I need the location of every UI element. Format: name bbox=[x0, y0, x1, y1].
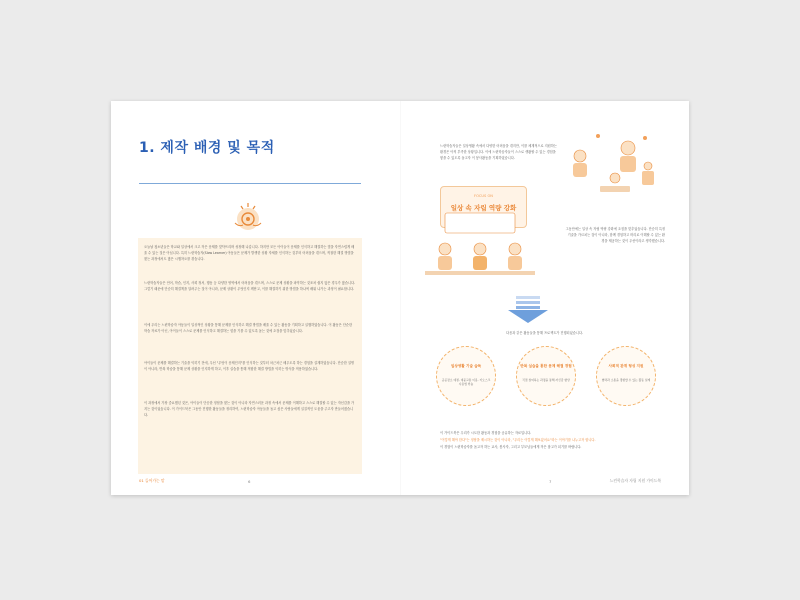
footer-book-title: 느린학습자 자립 지원 가이드북 bbox=[609, 478, 661, 483]
title-divider bbox=[139, 183, 361, 184]
paragraph-5: 이 과정에서 가장 중요했던 것은, 아이들이 단순한 정답을 찾는 것이 아니라 자연스러운 과정 속에서 문제를 이해하고 스스로 해결할 수 있는 자신감을 가지는 것이었습니다. 이 가이드북은 그동안 진행한 활동들을 정리하여, 느린학습자 아동들을 돕고 싶은 사람들에게 실질적인 도움을 주고자 만들어졌습니다. bbox=[144, 401, 355, 418]
circle-desc: 협력과 소통을 경험할 수 있는 활동 설계 bbox=[601, 378, 651, 382]
intro-text-box bbox=[138, 238, 362, 474]
left-page bbox=[111, 101, 400, 495]
circle-title: 사회적 관계 형성 지원 bbox=[608, 364, 644, 368]
activity-circle-1 bbox=[436, 346, 496, 406]
activity-circle-3 bbox=[596, 346, 656, 406]
book-spread bbox=[111, 101, 689, 495]
side-text: 그동안에는 일상 속 자립 역량 강화에 초점을 맞추었습니다. 단순히 특정 기술을 가르치는 것이 아니라, 함께 경험하고 머리로 이해할 수 있는 환경을 제공하는 것이 우선이라고 생각했습니다. bbox=[565, 227, 665, 243]
down-arrow-icon bbox=[506, 296, 550, 324]
closing-text-2: "이렇게 해야 한다"는 정답을 제시하는 것이 아니라, "우리는 이렇게 해보았어요"라는 이야기를 나누고자 합니다. bbox=[440, 438, 596, 442]
circle-desc: 공공장소 예절, 대중교통 이용, 키오스크 사용법 학습 bbox=[441, 378, 491, 387]
closing-text-3: 이 경험이 느린학습자를 돕고자 하는 교사, 봉사자, 그리고 부모님들에게 작은 참고가 되기를 바랍니다. bbox=[440, 445, 582, 449]
classroom-illustration bbox=[425, 209, 535, 277]
circle-desc: 직접 참여하는 과정을 통해 자신감 향상 bbox=[522, 378, 570, 382]
circle-title: 일상생활 기술 습득 bbox=[450, 364, 482, 368]
banner-title: 일상 속 자립 역량 강화 bbox=[450, 204, 517, 212]
banner-label: FOCUS ON bbox=[474, 194, 493, 198]
people-illustration bbox=[560, 126, 660, 204]
paragraph-2: 느린학습자들은 언어, 학습, 인지, 사회 정서, 행동 등 다양한 영역에서 어려움을 겪으며, 스스로 문제 상황을 파악하는 것조차 쉽지 않은 경우가 많습니다. 그렇기 때문에 단순히 해결책을 알려주는 것이 아니라, 문제 상황이 무엇인지 깨닫고, 이를 해결하기 위한 방법을 하나씩 배워 나가는 과정이 필요합니다. bbox=[144, 281, 356, 292]
footer-section: 01 들어가는 말 bbox=[139, 478, 165, 483]
middle-text: 다음과 같은 활동들을 통해 프로젝트가 진행되었습니다. bbox=[506, 331, 583, 335]
intro-text: 느린학습자들은 일상생활 속에서 다양한 어려움을 겪지만, 이를 체계적으로 지원하는 환경은 아직 부족한 상황입니다. 이에 느린학습자들이 스스로 생활할 수 있는 경험을 쌓을 수 있도록 돕고자 이 봉사활동을 기획하였습니다. bbox=[440, 144, 557, 160]
activity-circle-2 bbox=[516, 346, 576, 406]
closing-text-1: 이 가이드북은 우리가 시도한 활동과 경험을 공유하는 자료입니다. bbox=[440, 431, 532, 435]
paragraph-4: 아이들이 문제를 해결하는 기술을 익히기 전에, 우선 "무엇이 문제인지"를 인식하는 것부터 차근차근 배우도록 하는 경험을 설계하였습니다. 단순한 설명이 아니라, 반복 학습을 통해 문제 상황을 인지하게 하고, 이후 실습을 통해 적합한 해결 방법을 익히는 방식을 적용하였습니다. bbox=[144, 361, 355, 372]
paragraph-1: 오늘날 청소년들은 학교와 일상에서 크고 작은 문제를 맞닥뜨리며 성장해 나갑니다. 하지만 모든 아이들이 문제를 인식하고 해결하는 법을 자연스럽게 배울 수 있는 것은 아닙니다. 특히 느린학습자(Slow Learner) 아동들은 문제가 발생한 상황 자체를 인식하는 것부터 어려움을 겪으며, 적절한 해결 방법을 찾는 과정에서도 많은 시행착오를 겪습니다. bbox=[144, 245, 355, 262]
page-number-right: 7 bbox=[549, 479, 552, 484]
lightbulb-gear-icon bbox=[231, 201, 265, 235]
right-page bbox=[400, 101, 689, 495]
page-title: 1. 제작 배경 및 목적 bbox=[139, 140, 275, 156]
page-number-left: 6 bbox=[248, 479, 251, 484]
paragraph-3: 이에 우리는 느린학습자 아동들이 일상적인 상황을 통해 문제를 인식하고 해결 방법을 배울 수 있는 활동을 기획하고 실행하였습니다. 이 활동은 단순한 학습 자료가 아닌, 아이들이 스스로 문제를 인식하고 해결하는 힘을 기를 수 있도록 돕는 것에 초점을 맞추었습니다. bbox=[144, 323, 353, 334]
circle-title: 반복 실습을 통한 문제 해결 경험 bbox=[520, 364, 572, 368]
